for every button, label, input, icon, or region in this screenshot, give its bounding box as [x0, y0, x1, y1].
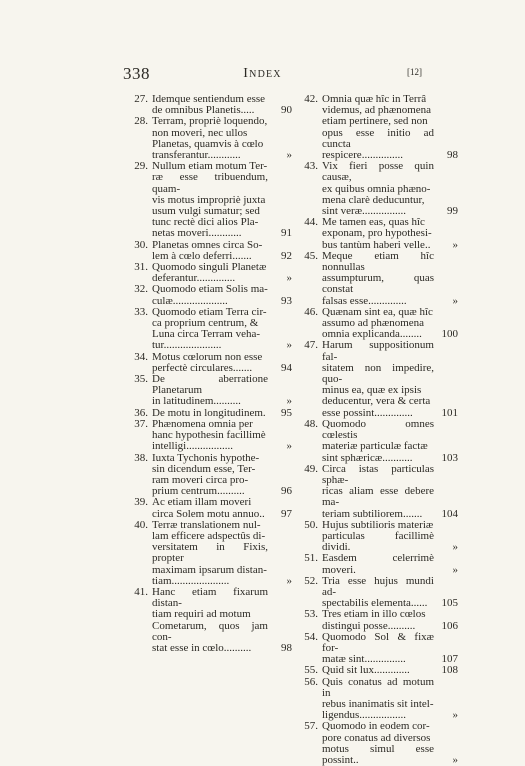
entry-number: 51.: [304, 552, 318, 565]
entry-number: 54.: [304, 630, 318, 643]
index-entry: [130, 520, 292, 587]
index-entry: [300, 677, 458, 722]
entry-page-ref: 93: [281, 294, 292, 307]
entry-number: 47.: [304, 339, 318, 352]
entry-text: Quomodo Sol & fixæ for- matæ sint...............: [322, 630, 434, 666]
index-entry: [130, 262, 292, 284]
index-entry: [130, 352, 292, 374]
entry-page-ref: 107: [441, 653, 458, 666]
entry-text: Terram, propriè loquendo, non moveri, nec ullos Planetas, quamvis à cœlo transferantur............: [152, 115, 268, 162]
entry-number: 34.: [134, 350, 148, 363]
index-entry: [300, 464, 458, 520]
entry-text: Quid sit lux.............: [322, 664, 410, 677]
entry-number: 30.: [134, 238, 148, 251]
entry-text: Quomodo etiam Terra cir- ca proprium centrum, & Luna circa Terram veha- tur.....................: [152, 305, 267, 352]
index-entry: [130, 587, 292, 654]
index-entry: [300, 94, 458, 161]
entry-number: 41.: [134, 585, 148, 598]
page-number: 338: [123, 64, 150, 83]
entry-page-ref: 96: [281, 485, 292, 498]
entry-page-ref: »: [286, 339, 292, 352]
entry-number: 29.: [134, 160, 148, 173]
entry-page-ref: »: [452, 563, 458, 576]
entry-number: 37.: [134, 417, 148, 430]
entry-number: 40.: [134, 518, 148, 531]
entry-text: Quomodo in eodem cor- pore conatus ad diversos motus simul esse possint..: [322, 720, 434, 766]
entry-number: 42.: [304, 93, 318, 105]
index-entry: [300, 419, 458, 464]
entry-page-ref: 98: [281, 641, 292, 654]
entry-number: 36.: [134, 406, 148, 419]
entry-number: 49.: [304, 462, 318, 475]
entry-page-ref: »: [286, 149, 292, 162]
entry-page-ref: 104: [441, 507, 458, 520]
index-entry: [300, 576, 458, 610]
index-entry: [300, 553, 458, 575]
entry-page-ref: »: [452, 541, 458, 554]
entry-page-ref: »: [452, 753, 458, 766]
entry-number: 46.: [304, 305, 318, 318]
index-entry: [130, 240, 292, 262]
entry-text: Planetas omnes circa So- lem à cœlo deferri.......: [152, 238, 263, 262]
entry-number: 28.: [134, 115, 148, 128]
index-entry: [300, 721, 458, 766]
entry-number: 27.: [134, 93, 148, 105]
entry-number: 55.: [304, 664, 318, 677]
entry-page-ref: 105: [441, 597, 458, 610]
entry-number: 50.: [304, 518, 318, 531]
entry-text: Quomodo omnes cœlestis materiæ particulæ factæ sint sphæricæ...........: [322, 417, 434, 464]
entry-page-ref: 94: [281, 361, 292, 374]
entry-number: 57.: [304, 720, 318, 733]
right-column: [300, 94, 458, 766]
entry-page-ref: 92: [281, 249, 292, 262]
entry-page-ref: 97: [281, 507, 292, 520]
index-entry: [300, 340, 458, 418]
entry-page-ref: 101: [441, 406, 458, 419]
entry-text: Me tamen eas, quas hîc exponam, pro hypothesi- bus tantùm haberi velle..: [322, 216, 432, 251]
entry-text: Phænomena omnia per hanc hypothesin facillimè intelligi.................: [152, 417, 266, 453]
entry-page-ref: 103: [441, 451, 458, 464]
entry-number: 31.: [134, 261, 148, 274]
entry-page-ref: »: [452, 294, 458, 307]
entry-text: Idemque sentiendum esse de omnibus Planetis.....: [152, 93, 266, 117]
index-entry: [130, 161, 292, 239]
entry-number: 33.: [134, 305, 148, 318]
entry-number: 32.: [134, 283, 148, 296]
entry-text: Meque etiam hîc nonnullas assumpturum, quas constat falsas esse..............: [322, 249, 434, 307]
entry-page-ref: 95: [281, 406, 292, 419]
index-entry: [300, 251, 458, 307]
entry-page-ref: »: [286, 395, 292, 408]
entry-page-ref: 99: [447, 205, 458, 218]
entry-number: 53.: [304, 608, 318, 621]
entry-page-ref: »: [286, 574, 292, 587]
entry-number: 44.: [304, 216, 318, 229]
index-entry: [130, 307, 292, 352]
entry-text: Tres etiam in illo cœlos distingui posse..........: [322, 608, 426, 632]
entry-page-ref: 108: [441, 664, 458, 677]
entry-text: Iuxta Tychonis hypothe- sin dicendum esse, Ter- ram moveri circa pro- prium centrum..........: [152, 451, 260, 498]
index-entry: [130, 374, 292, 408]
entry-number: 48.: [304, 417, 318, 430]
entry-page-ref: »: [286, 272, 292, 285]
entry-text: De motu in longitudinem.: [152, 406, 266, 419]
entry-text: Harum suppositionum fal- sitatem non impedire, quo- minus ea, quæ ex ipsis deducentur, vera & certa esse possint..............: [322, 339, 434, 419]
page-title: Index: [243, 66, 282, 81]
entry-page-ref: 100: [441, 328, 458, 341]
entry-number: 45.: [304, 249, 318, 262]
entry-page-ref: 91: [281, 227, 292, 240]
entry-text: Quis conatus ad motum in rebus inanimatis sit intel- ligendus.................: [322, 675, 434, 722]
entry-text: Motus cœlorum non esse perfectè circulares.......: [152, 350, 263, 374]
entry-page-ref: »: [286, 440, 292, 453]
entry-text: Easdem celerrimè moveri.: [322, 552, 434, 576]
entry-page-ref: »: [452, 709, 458, 722]
index-entry: [300, 632, 458, 666]
index-entry: [300, 520, 458, 554]
index-entry: [130, 497, 292, 519]
index-entry: [130, 419, 292, 453]
entry-text: De aberratione Planetarum in latitudinem..........: [152, 373, 268, 408]
entry-text: Quomodo etiam Solis ma- culæ....................: [152, 283, 268, 307]
entry-text: Omnia quæ hîc in Terrâ videmus, ad phænomena etiam pertinere, sed non opus esse initio ad cuncta respicere...............: [322, 93, 434, 162]
signature-mark: [12]: [407, 67, 422, 77]
entry-number: 38.: [134, 451, 148, 464]
entry-text: Hanc etiam fixarum distan- tiam requiri ad motum Cometarum, quos jam con- stat esse in cœlo..........: [152, 585, 268, 654]
left-column: [130, 94, 292, 654]
index-entry: [300, 217, 458, 251]
entry-number: 39.: [134, 496, 148, 509]
entry-page-ref: »: [452, 238, 458, 251]
index-entry: [130, 453, 292, 498]
entry-text: Quænam sint ea, quæ hîc assumo ad phænomena omnia explicanda........: [322, 305, 433, 341]
entry-number: 43.: [304, 160, 318, 173]
entry-number: 56.: [304, 675, 318, 688]
entry-text: Circa istas particulas sphæ- ricas aliam esse debere ma- teriam subtiliorem.......: [322, 462, 434, 520]
entry-number: 52.: [304, 574, 318, 587]
entry-text: Quomodo singuli Planetæ deferantur..............: [152, 261, 267, 285]
entry-text: Terræ translationem nul- lam efficere adspectûs di- versitatem in Fixis, propter maximam ipsarum distan- tiam.....................: [152, 518, 268, 587]
index-entry: [130, 94, 292, 116]
entry-text: Nullum etiam motum Ter- ræ esse tribuendum, quam- vis motus impropriè juxta usum vulgi sumatur; sed tunc rectè dici alios Pla- netas moveri............: [152, 160, 268, 240]
entry-page-ref: 106: [441, 619, 458, 632]
index-entry: [130, 116, 292, 161]
entry-page-ref: 90: [281, 104, 292, 117]
index-entry: [300, 665, 458, 676]
entry-page-ref: 98: [447, 149, 458, 162]
entry-text: Tria esse hujus mundi ad- spectabilis elementa......: [322, 574, 434, 610]
index-entry: [300, 609, 458, 631]
entry-text: Vix fieri posse quin causæ, ex quibus omnia phæno- mena clarè deducuntur, sint veræ................: [322, 160, 434, 218]
entry-number: 35.: [134, 373, 148, 386]
entry-text: Hujus subtilioris materiæ particulas facillimè dividi.: [322, 518, 434, 554]
page-header: [0, 64, 525, 84]
index-entry: [300, 161, 458, 217]
index-entry: [130, 284, 292, 306]
index-entry: [300, 307, 458, 341]
entry-text: Ac etiam illam moveri circa Solem motu annuo..: [152, 496, 265, 520]
